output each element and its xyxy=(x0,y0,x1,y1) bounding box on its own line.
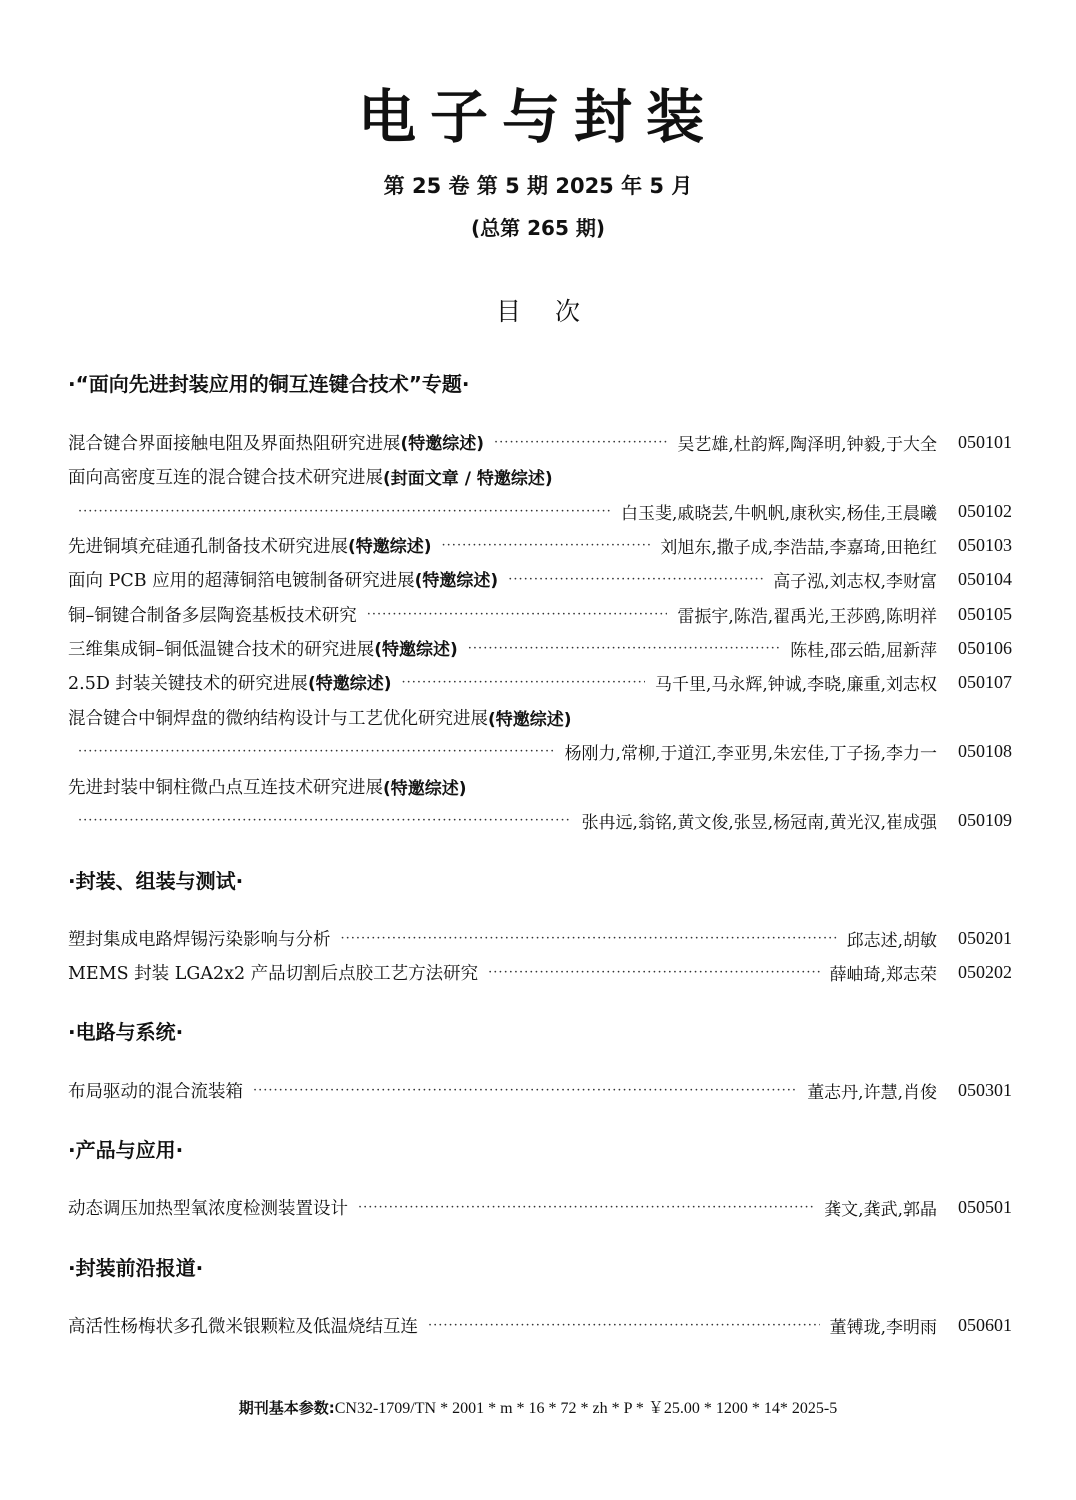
entry-authors: 陈桂,邵云皓,屈新萍 xyxy=(790,640,937,661)
entry-title: 先进封装中铜柱微凸点互连技术研究进展 xyxy=(68,777,383,798)
entry-title: 塑封集成电路焊锡污染影响与分析 xyxy=(68,929,331,950)
parameters-label: 期刊基本参数: xyxy=(238,1399,335,1417)
issue-total: (总第 265 期) xyxy=(471,216,605,240)
leader-dots xyxy=(442,538,651,553)
entry-code: 050103 xyxy=(958,534,1012,555)
entry-title: 混合键合中铜焊盘的微纳结构设计与工艺优化研究进展 xyxy=(68,708,488,729)
toc-entry[interactable] xyxy=(68,634,1012,662)
entry-authors: 高子泓,刘志权,李财富 xyxy=(773,571,937,592)
entry-code: 050106 xyxy=(958,637,1012,658)
entry-title: 铜–铜键合制备多层陶瓷基板技术研究 xyxy=(68,605,357,626)
section-title: ·“面向先进封装应用的铜互连键合技术”专题· xyxy=(68,372,470,396)
entry-code: 050202 xyxy=(958,961,1012,982)
toc-entry[interactable] xyxy=(68,531,1012,559)
journal-parameters xyxy=(0,1396,1076,1421)
entry-title: 先进铜填充硅通孔制备技术研究进展(特邀综述) xyxy=(68,537,432,557)
entry-title: 三维集成铜–铜低温键合技术的研究进展(特邀综述) xyxy=(68,640,458,660)
entry-code: 050107 xyxy=(958,671,1012,692)
entry-title: 高活性杨梅状多孔微米银颗粒及低温烧结互连 xyxy=(68,1316,418,1337)
section-title: ·封装前沿报道· xyxy=(68,1256,204,1280)
leader-dots xyxy=(341,931,837,946)
entry-code: 050104 xyxy=(958,568,1012,589)
leader-dots xyxy=(78,504,611,519)
toc-entry[interactable] xyxy=(68,1193,1012,1221)
entry-title: 面向 PCB 应用的超薄铜箔电镀制备研究进展(特邀综述) xyxy=(68,571,499,591)
parameters-value: CN32-1709/TN * 2001 * m * 16 * 72 * zh * P * ￥25.00 * 1200 * 14* 2025-5 xyxy=(334,1400,838,1417)
toc-entry-continuation[interactable] xyxy=(78,806,1012,834)
entry-code: 050109 xyxy=(958,809,1012,830)
leader-dots xyxy=(508,572,763,587)
toc-entry-continuation[interactable] xyxy=(78,737,1012,765)
section-title: ·封装、组装与测试· xyxy=(68,869,244,893)
entry-code: 050101 xyxy=(958,431,1012,452)
leader-dots xyxy=(488,965,819,980)
leader-dots xyxy=(428,1318,820,1333)
section-title: ·产品与应用· xyxy=(68,1138,184,1162)
entry-code: 050501 xyxy=(958,1196,1012,1217)
entry-authors: 吴艺雄,杜韵辉,陶泽明,钟毅,于大全 xyxy=(677,434,937,455)
toc-entry[interactable] xyxy=(68,428,1012,456)
entry-authors: 张冉远,翁铭,黄文俊,张昱,杨冠南,黄光汉,崔成强 xyxy=(581,812,937,833)
entry-title: 2.5D 封装关键技术的研究进展(特邀综述) xyxy=(68,674,392,694)
toc-entry[interactable] xyxy=(68,565,1012,593)
leader-dots xyxy=(358,1200,814,1215)
toc-entry[interactable] xyxy=(68,1311,1012,1339)
entry-authors: 马千里,马永辉,钟诚,李晓,廉重,刘志权 xyxy=(654,674,937,695)
leader-dots xyxy=(468,641,780,656)
entry-code: 050105 xyxy=(958,603,1012,624)
leader-dots xyxy=(401,675,644,690)
toc-entry-title-line[interactable] xyxy=(68,772,1012,800)
leader-dots xyxy=(367,607,668,622)
entry-tag: (特邀综述) xyxy=(488,709,572,730)
entry-authors: 薛岫琦,郑志荣 xyxy=(829,964,937,985)
entry-title: 混合键合界面接触电阻及界面热阻研究进展(特邀综述) xyxy=(68,434,485,454)
entry-authors: 杨刚力,常柳,于道江,李亚男,朱宏佳,丁子扬,李力一 xyxy=(564,743,937,764)
toc-entry[interactable] xyxy=(68,668,1012,696)
entry-authors: 董志丹,许慧,肖俊 xyxy=(807,1082,937,1103)
entry-code: 050108 xyxy=(958,740,1012,761)
entry-authors: 雷振宇,陈浩,翟禹光,王莎鸥,陈明祥 xyxy=(677,606,937,627)
leader-dots xyxy=(78,744,555,759)
toc-entry[interactable] xyxy=(68,924,1012,952)
entry-code: 050102 xyxy=(958,500,1012,521)
issue-info: 第 25 卷 第 5 期 2025 年 5 月 xyxy=(383,174,693,198)
entry-authors: 白玉斐,戚晓芸,牛帆帆,康秋实,杨佳,王晨曦 xyxy=(620,503,937,524)
toc-heading: 目次 xyxy=(495,297,614,326)
toc-entry-title-line[interactable] xyxy=(68,703,1012,731)
journal-masthead: 电子与封装 xyxy=(357,83,718,151)
entry-authors: 邱志述,胡敏 xyxy=(846,930,937,951)
leader-dots xyxy=(253,1083,797,1098)
entry-authors: 龚文,龚武,郭晶 xyxy=(824,1199,937,1220)
toc-entry[interactable] xyxy=(68,600,1012,628)
entry-code: 050201 xyxy=(958,927,1012,948)
entry-title: 动态调压加热型氧浓度检测装置设计 xyxy=(68,1198,348,1219)
toc-entry[interactable] xyxy=(68,958,1012,986)
entry-code: 050301 xyxy=(958,1079,1012,1100)
entry-authors: 刘旭东,撒子成,李浩喆,李嘉琦,田艳红 xyxy=(660,537,937,558)
toc-entry-title-line[interactable] xyxy=(68,462,1012,490)
entry-title: 布局驱动的混合流装箱 xyxy=(68,1081,243,1102)
entry-tag: (特邀综述) xyxy=(383,778,467,799)
entry-authors: 董镈珑,李明雨 xyxy=(829,1317,937,1338)
leader-dots xyxy=(494,435,667,450)
entry-tag: (封面文章 / 特邀综述) xyxy=(383,468,553,489)
toc-entry-continuation[interactable] xyxy=(78,497,1012,525)
entry-title: 面向高密度互连的混合键合技术研究进展 xyxy=(68,467,383,488)
section-title: ·电路与系统· xyxy=(68,1020,184,1044)
toc-entry[interactable] xyxy=(68,1076,1012,1104)
entry-code: 050601 xyxy=(958,1314,1012,1335)
leader-dots xyxy=(78,813,572,828)
entry-title: MEMS 封装 LGA2x2 产品切割后点胶工艺方法研究 xyxy=(68,963,479,984)
